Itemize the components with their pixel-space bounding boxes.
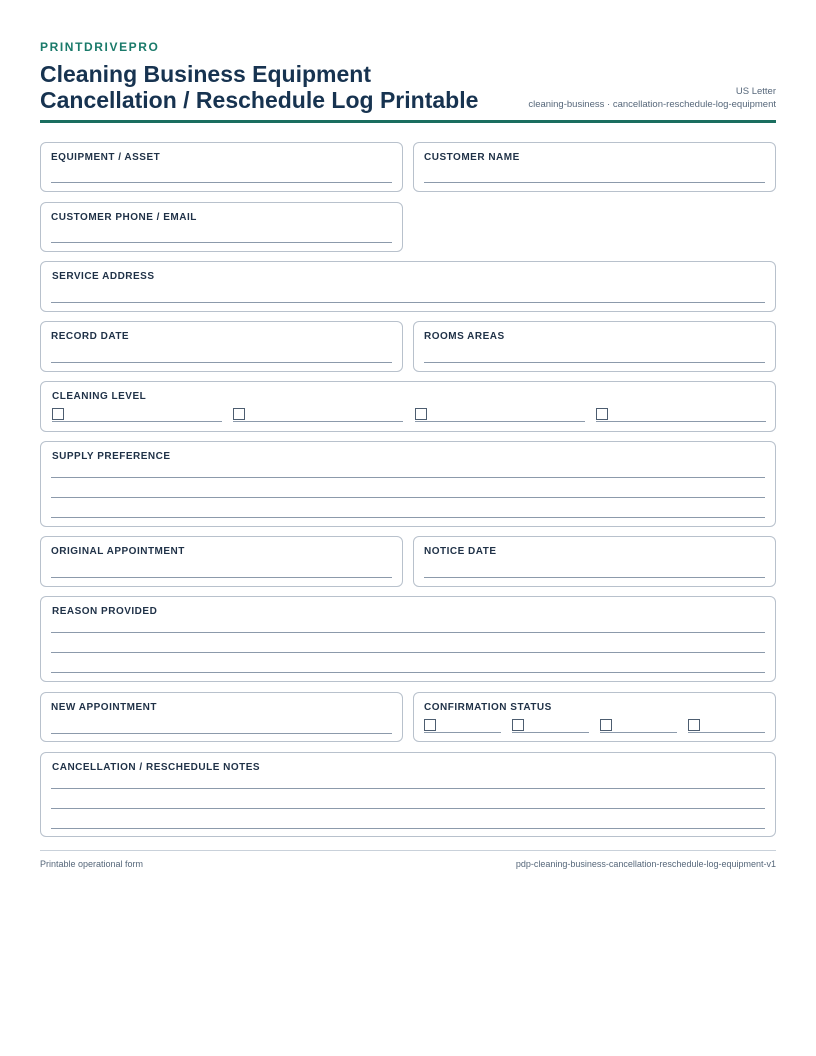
customer-name-input-line[interactable]: [424, 182, 765, 183]
notes-field[interactable]: [40, 752, 776, 837]
checkbox-icon[interactable]: [415, 408, 427, 420]
notes-label: CANCELLATION / RESCHEDULE NOTES: [52, 762, 261, 773]
paper-size: US Letter: [735, 86, 776, 97]
notes-line-3[interactable]: [51, 828, 765, 829]
confirmation-status-option-3[interactable]: [600, 719, 677, 733]
new-appointment-field[interactable]: [40, 692, 403, 742]
option-line: [688, 732, 765, 733]
customer-phone-email-input-line[interactable]: [51, 242, 392, 243]
confirmation-status-option-1[interactable]: [424, 719, 501, 733]
cleaning-level-option-4[interactable]: [596, 408, 766, 422]
checkbox-icon[interactable]: [233, 408, 245, 420]
brand-logo: PRINTDRIVEPRO: [40, 40, 160, 54]
new-appointment-input-line[interactable]: [51, 733, 392, 734]
footer-form-id: pdp-cleaning-business-cancellation-reschedule-log-equipment-v1: [515, 859, 776, 869]
title-line-1: Cleaning Business Equipment: [40, 61, 371, 87]
record-date-input-line[interactable]: [51, 362, 392, 363]
option-line: [415, 421, 585, 422]
cleaning-level-field: [40, 381, 776, 432]
reason-provided-line-2[interactable]: [51, 652, 765, 653]
customer-phone-email-field[interactable]: [40, 202, 403, 252]
title-line-2: Cancellation / Reschedule Log Printable: [40, 87, 479, 113]
notes-line-2[interactable]: [51, 808, 765, 809]
option-line: [424, 732, 501, 733]
option-line: [596, 421, 766, 422]
notice-date-input-line[interactable]: [424, 577, 765, 578]
cleaning-level-option-2[interactable]: [233, 408, 403, 422]
checkbox-icon[interactable]: [688, 719, 700, 731]
original-appointment-field[interactable]: [40, 536, 403, 587]
rooms-areas-field[interactable]: [413, 321, 776, 372]
equipment-asset-label: EQUIPMENT / ASSET: [51, 152, 161, 163]
rooms-areas-input-line[interactable]: [424, 362, 765, 363]
reason-provided-field[interactable]: [40, 596, 776, 682]
confirmation-status-label: CONFIRMATION STATUS: [424, 702, 552, 713]
confirmation-status-field: [413, 692, 776, 742]
confirmation-status-option-4[interactable]: [688, 719, 765, 733]
notes-line-1[interactable]: [51, 788, 765, 789]
checkbox-icon[interactable]: [512, 719, 524, 731]
form-header: [40, 55, 776, 123]
supply-preference-label: SUPPLY PREFERENCE: [52, 451, 171, 462]
service-address-field[interactable]: [40, 261, 776, 312]
customer-name-label: CUSTOMER NAME: [424, 152, 520, 163]
option-line: [600, 732, 677, 733]
footer-left-text: Printable operational form: [40, 859, 144, 869]
checkbox-icon[interactable]: [600, 719, 612, 731]
supply-preference-line-1[interactable]: [51, 477, 765, 478]
page-title: [40, 61, 520, 113]
notice-date-label: NOTICE DATE: [424, 546, 497, 557]
reason-provided-line-3[interactable]: [51, 672, 765, 673]
checkbox-icon[interactable]: [424, 719, 436, 731]
form-meta: [528, 85, 776, 111]
service-address-label: SERVICE ADDRESS: [52, 271, 155, 282]
equipment-asset-field[interactable]: [40, 142, 403, 192]
checkbox-icon[interactable]: [52, 408, 64, 420]
cleaning-level-label: CLEANING LEVEL: [52, 391, 147, 402]
reason-provided-line-1[interactable]: [51, 632, 765, 633]
confirmation-status-option-2[interactable]: [512, 719, 589, 733]
service-address-input-line[interactable]: [51, 302, 765, 303]
record-date-field[interactable]: [40, 321, 403, 372]
new-appointment-label: NEW APPOINTMENT: [51, 702, 158, 713]
customer-name-field[interactable]: [413, 142, 776, 192]
supply-preference-line-3[interactable]: [51, 517, 765, 518]
original-appointment-input-line[interactable]: [51, 577, 392, 578]
equipment-asset-input-line[interactable]: [51, 182, 392, 183]
notice-date-field[interactable]: [413, 536, 776, 587]
original-appointment-label: ORIGINAL APPOINTMENT: [51, 546, 185, 557]
supply-preference-line-2[interactable]: [51, 497, 765, 498]
option-line: [52, 421, 222, 422]
customer-phone-email-label: CUSTOMER PHONE / EMAIL: [51, 212, 197, 223]
option-line: [512, 732, 589, 733]
record-date-label: RECORD DATE: [51, 331, 130, 342]
page-footer: [40, 850, 776, 869]
cleaning-level-option-1[interactable]: [52, 408, 222, 422]
form-slug: cleaning-business · cancellation-reschedule-log-equipment: [528, 99, 776, 110]
cleaning-level-option-3[interactable]: [415, 408, 585, 422]
supply-preference-field[interactable]: [40, 441, 776, 527]
checkbox-icon[interactable]: [596, 408, 608, 420]
option-line: [233, 421, 403, 422]
rooms-areas-label: ROOMS AREAS: [424, 331, 505, 342]
reason-provided-label: REASON PROVIDED: [52, 606, 158, 617]
form-page: [40, 40, 776, 123]
